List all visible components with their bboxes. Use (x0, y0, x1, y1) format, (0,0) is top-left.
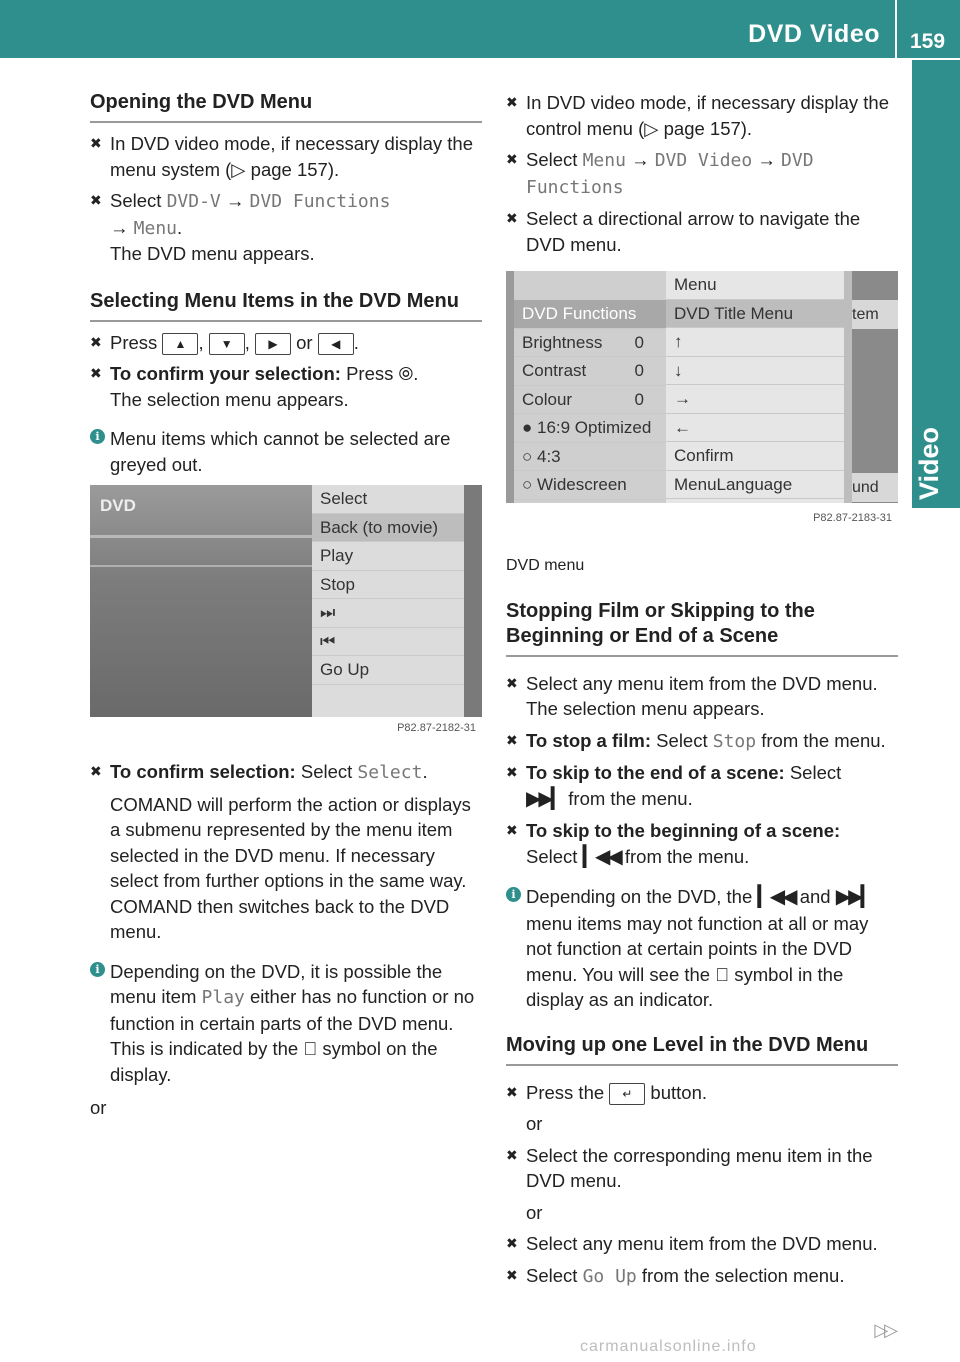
figure-code: P82.87-2182-31 (397, 721, 476, 734)
down-key-icon: ▼ (209, 333, 245, 355)
left-key-icon: ◀ (318, 333, 354, 355)
scrollbar (464, 485, 482, 717)
menu-item[interactable]: ⏮ (312, 628, 464, 657)
step: ✖ To confirm your selection: Press ⦾. The selection menu appears. (90, 363, 419, 410)
step: ✖ Select Go Up from the selection menu. (506, 1264, 845, 1287)
menu-item[interactable]: Play (312, 542, 464, 571)
info-icon: i (90, 429, 105, 444)
menu-item[interactable]: ● 16:9 Optimized (514, 414, 666, 443)
chapter-title: DVD Video (748, 20, 880, 48)
step-arrow-icon: ✖ (506, 1235, 518, 1251)
screenshot-selection-menu (90, 485, 482, 743)
right-arrow-icon[interactable]: → (666, 385, 844, 414)
step: ✖ In DVD video mode, if necessary display the control menu (▷ page 157). (506, 92, 889, 139)
down-arrow-icon[interactable]: ↓ (666, 357, 844, 386)
step-arrow-icon: ✖ (506, 674, 518, 691)
menu-item[interactable]: Contrast 0 (514, 357, 666, 386)
menu-item[interactable]: ○ Widescreen (514, 471, 666, 500)
step-arrow-icon: ✖ (506, 210, 518, 226)
menu-item[interactable]: Brightness 0 (514, 329, 666, 358)
section-title-moving-up: Moving up one Level in the DVD Menu (506, 1033, 898, 1066)
side-tab-label: Video (914, 426, 944, 500)
menu-item[interactable]: Confirm (666, 442, 844, 471)
step: ✖ Press the ↵ button. (506, 1080, 898, 1106)
step-arrow-icon: ✖ (506, 731, 518, 748)
menu-item[interactable]: Menu (666, 271, 844, 300)
menu-item[interactable]: DVD Functions (514, 300, 666, 329)
side-tab (912, 60, 960, 508)
info-note: i Depending on the DVD, it is possible the menu item Play either has no function or no function in certain parts of the DVD menu. This is indicated by the ⃠ symbol on the display. (90, 959, 482, 1088)
figure-code: P82.87-2183-31 (813, 511, 892, 524)
section-title-opening: Opening the DVD Menu (90, 90, 482, 123)
scrollbar (844, 271, 852, 503)
menu-item[interactable]: Colour 0 (514, 386, 666, 415)
section-title-selecting: Selecting Menu Items in the DVD Menu (90, 289, 482, 322)
continue-arrows-icon: ▷▷ (874, 1320, 894, 1340)
step-arrow-icon: ✖ (506, 151, 518, 167)
video-frame (90, 485, 312, 717)
screenshot-dvd-menu (506, 271, 898, 533)
left-column (90, 90, 482, 1121)
step-arrow-icon: ✖ (90, 365, 102, 381)
step-arrow-icon: ✖ (90, 333, 102, 350)
section-title-stopping: Stopping Film or Skipping to the Beginning or End of a Scene (506, 599, 898, 657)
up-key-icon: ▲ (162, 333, 198, 355)
or-text: or (526, 1113, 543, 1134)
figure-caption: DVD menu (506, 557, 585, 574)
step-arrow-icon: ✖ (506, 1083, 518, 1100)
menu-item[interactable]: MenuLanguage (666, 471, 844, 500)
skip-back-icon: ▎◀◀ (757, 886, 795, 908)
skip-back-icon: ▎◀◀ (582, 845, 620, 868)
menu-item-edge: tem (852, 300, 898, 329)
selection-menu (312, 485, 464, 717)
step: ✖ Select Menu → DVD Video → DVD Functions (506, 149, 814, 198)
step: ✖ Press ▲ , ▼ , ▶ or ◀ . (90, 330, 482, 356)
step-arrow-icon: ✖ (506, 822, 518, 838)
step: ✖ Select any menu item from the DVD menu. (506, 1231, 898, 1257)
step: ✖ To confirm selection: Select Select. (90, 761, 428, 783)
step-arrow-icon: ✖ (90, 192, 102, 208)
step-arrow-icon: ✖ (506, 1146, 518, 1163)
page-header (0, 0, 960, 58)
paragraph: COMAND will perform the action or displays a submenu represented by the menu item selected in the DVD menu. If necessary select from further options in the same way. (110, 793, 471, 891)
menu-item[interactable]: ○ 4:3 (514, 443, 666, 472)
step-arrow-icon: ✖ (506, 94, 518, 110)
menu-item[interactable]: Stop (312, 571, 464, 600)
watermark: carmanualsonline.info (580, 1338, 757, 1355)
dvd-functions-menu (514, 271, 666, 503)
submenu (666, 271, 844, 503)
info-icon: i (90, 962, 105, 977)
step: ✖ To skip to the end of a scene: Select ▶▶▎ from the menu. (506, 762, 842, 810)
menu-item[interactable]: Back (to movie) (312, 514, 464, 543)
step: ✖ In DVD video mode, if necessary display the menu system (▷ page 157). (90, 133, 473, 180)
menu-item[interactable]: Select (312, 485, 464, 514)
skip-forward-icon: ▶▶▎ (526, 787, 564, 810)
step-arrow-icon: ✖ (90, 763, 102, 779)
menu-item-edge: und (852, 473, 898, 502)
right-column (506, 90, 898, 1295)
step: ✖ Select any menu item from the DVD menu. The selection menu appears. (506, 672, 878, 719)
step-arrow-icon: ✖ (506, 1266, 518, 1283)
step-arrow-icon: ✖ (506, 764, 518, 780)
right-key-icon: ▶ (255, 333, 291, 355)
left-arrow-icon[interactable]: ← (666, 414, 844, 443)
header-divider (895, 0, 897, 58)
step: ✖ Select the corresponding menu item in the DVD menu. (506, 1144, 873, 1191)
up-arrow-icon[interactable]: ↑ (666, 328, 844, 357)
skip-forward-icon: ▶▶▎ (835, 886, 873, 908)
info-note: i Menu items which cannot be selected are greyed out. (90, 426, 482, 477)
paragraph: COMAND then switches back to the DVD menu. (110, 895, 450, 942)
page-number: 159 (910, 30, 946, 53)
info-icon: i (506, 887, 521, 902)
menu-item[interactable]: ⏭ (312, 599, 464, 628)
dvd-logo: DVD (100, 496, 136, 515)
step: ✖ Select a directional arrow to navigate the DVD menu. (506, 208, 861, 255)
step-result: The DVD menu appears. (110, 243, 315, 264)
info-note: i Depending on the DVD, the ▎◀◀ and ▶▶▎ menu items may not function at all or may not function at certain points in the DVD menu. You will see the ⃠ symbol in the display as an indicator. (506, 884, 898, 1013)
menu-item[interactable]: Go Up (312, 656, 464, 685)
step-arrow-icon: ✖ (90, 135, 102, 151)
or-text: or (90, 1097, 107, 1118)
back-key-icon: ↵ (609, 1083, 645, 1105)
step: ✖ Select DVD-V → DVD Functions → Menu. The DVD menu appears. (90, 190, 391, 264)
step: ✖ To stop a film: Select Stop from the menu. (506, 729, 886, 752)
step: ✖ To skip to the beginning of a scene: Select ▎◀◀ from the menu. (506, 820, 841, 868)
menu-item[interactable]: DVD Title Menu (666, 300, 844, 329)
or-text: or (526, 1201, 543, 1223)
